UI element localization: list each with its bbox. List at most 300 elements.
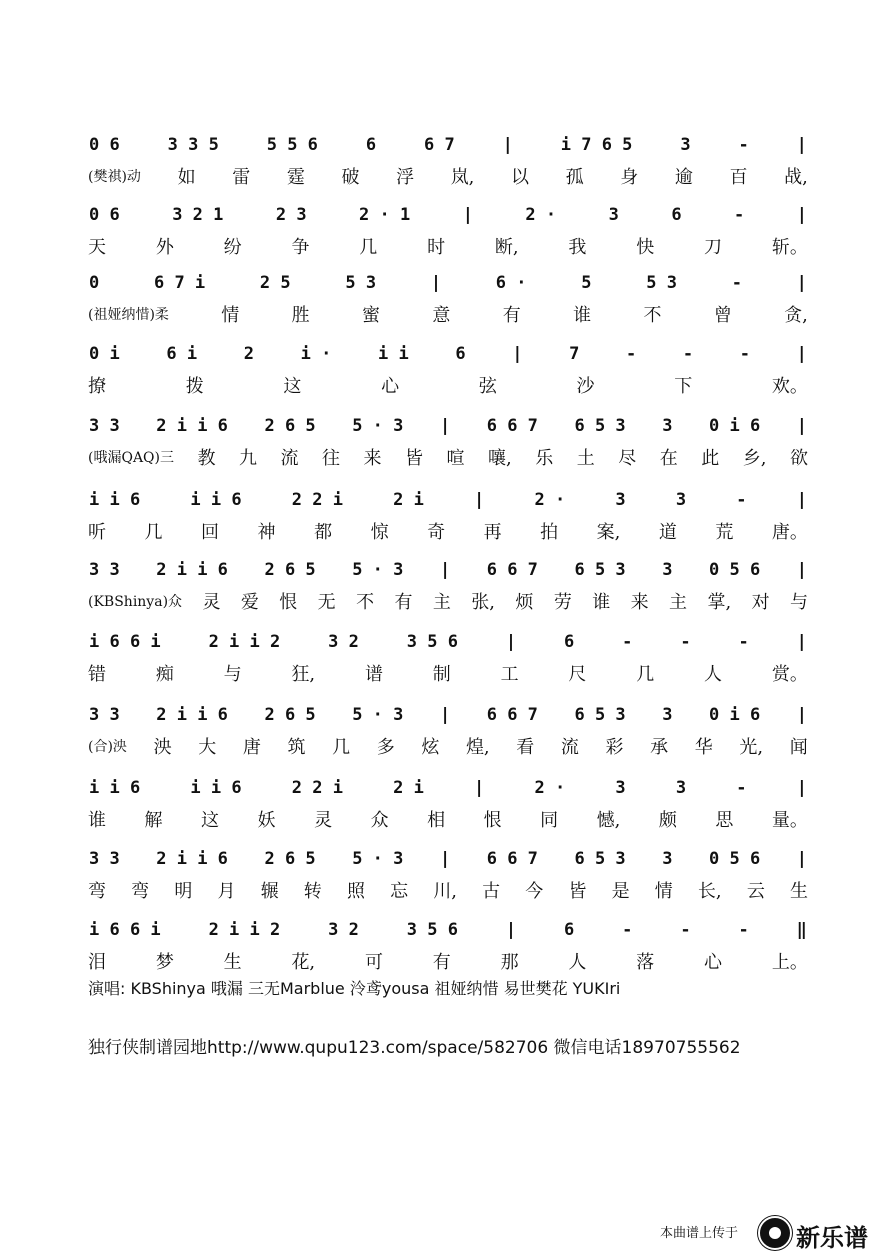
note-group: 5 · 3 — [352, 849, 404, 869]
note-group: 5 3 — [345, 273, 377, 293]
note-group: 2 i i 6 — [156, 560, 228, 580]
lyric-syllable: 泱 — [153, 737, 172, 758]
note-group: 2 6 5 — [264, 849, 316, 869]
lyric-syllable: 胜 — [291, 305, 310, 326]
lyric-syllable: 不 — [643, 305, 662, 326]
note-group: 6 5 3 — [574, 416, 626, 436]
lyric-syllable: 生 — [223, 952, 242, 973]
lyric-syllable: 错 — [88, 664, 106, 685]
note-group: 3 3 5 — [167, 135, 219, 155]
note-group: 0 i 6 — [709, 416, 761, 436]
lyric-syllable: 弯 — [131, 881, 150, 902]
lyrics-row — [88, 806, 808, 832]
lyric-syllable: 同 — [540, 810, 559, 831]
note-group: 3 2 — [328, 632, 359, 652]
note-group: 5 — [581, 273, 592, 293]
vinyl-record-icon — [758, 1216, 792, 1250]
lyric-syllable: 有 — [394, 592, 413, 613]
lyric-syllable: 神 — [257, 522, 276, 543]
bar-line: | — [796, 344, 807, 364]
lyric-syllable: 妖 — [257, 810, 276, 831]
lyric-syllable: 梦 — [155, 952, 174, 973]
lyric-syllable: 照 — [346, 881, 365, 902]
lyric-syllable: 憾, — [596, 810, 621, 831]
notes-row — [88, 703, 808, 725]
note-group: 2 i i 6 — [156, 705, 228, 725]
lyric-syllable: 再 — [483, 522, 502, 543]
lyric-syllable: 沙 — [576, 376, 595, 397]
bar-line: | — [796, 778, 807, 798]
notes-row — [88, 630, 808, 652]
note-group: 3 — [662, 560, 673, 580]
note-group: 3 — [615, 490, 626, 510]
lyric-syllable: 下 — [674, 376, 693, 397]
lyric-syllable: 光, — [739, 737, 764, 758]
note-group: 2 6 5 — [264, 416, 316, 436]
lyric-syllable: 人 — [568, 952, 587, 973]
note-group: - — [739, 344, 751, 364]
lyric-syllable: 逾 — [674, 167, 693, 188]
note-group: 3 — [615, 778, 626, 798]
note-group: - — [622, 632, 633, 652]
lyric-syllable: 灵 — [202, 592, 221, 613]
note-group: 3 3 — [89, 560, 120, 580]
notes-row — [88, 342, 808, 364]
lyric-syllable: 对 — [751, 592, 770, 613]
note-group: i i 6 — [190, 490, 242, 510]
note-group: 5 3 — [646, 273, 677, 293]
lyric-syllable: 天 — [88, 237, 106, 258]
lyrics-row — [88, 233, 808, 259]
lyric-syllable: 贪, — [784, 305, 808, 326]
note-group: 2 · — [534, 490, 566, 510]
lyrics-row — [88, 733, 808, 759]
lyric-syllable: 大 — [198, 737, 217, 758]
note-group: 2 i i 2 — [208, 920, 281, 940]
note-group: 2 — [243, 344, 254, 364]
lyric-syllable: 荒 — [715, 522, 734, 543]
lyric-syllable: 拨 — [185, 376, 204, 397]
note-group: 2 3 — [275, 205, 307, 225]
lyric-syllable: 时 — [427, 237, 446, 258]
bar-line: | — [796, 849, 807, 869]
lyric-syllable: 狂, — [291, 664, 316, 685]
notes-row — [88, 271, 808, 293]
note-group: 6 — [564, 632, 575, 652]
lyric-syllable: 教 — [197, 448, 216, 469]
bar-line: | — [439, 560, 451, 580]
lyric-syllable: 战, — [784, 167, 808, 188]
lyric-syllable: 与 — [223, 664, 242, 685]
note-group: 3 — [662, 705, 673, 725]
note-group: i i 6 — [190, 778, 242, 798]
lyric-syllable: 川, — [433, 881, 457, 902]
lyric-syllable: 灵 — [314, 810, 333, 831]
note-group: 6 5 3 — [574, 705, 626, 725]
lyric-syllable: 争 — [291, 237, 310, 258]
lyric-syllable: 是 — [611, 881, 630, 902]
upload-label: 本曲谱上传于 — [660, 1226, 739, 1241]
lyric-syllable: 烦 — [515, 592, 534, 613]
notes-row — [88, 918, 808, 940]
lyric-syllable: 落 — [636, 952, 655, 973]
lyric-syllable: 谁 — [88, 810, 106, 831]
lyric-syllable: 流 — [560, 737, 579, 758]
lyric-syllable: 泪 — [88, 952, 106, 973]
lyrics-row — [88, 163, 808, 189]
note-group: 6 — [365, 135, 377, 155]
lyric-syllable: 忘 — [390, 881, 409, 902]
lyric-syllable: 制 — [432, 664, 451, 685]
lyric-syllable: 几 — [332, 737, 351, 758]
note-group: i 7 6 5 — [560, 135, 633, 155]
lyric-syllable: 情 — [654, 881, 673, 902]
lyric-syllable: 谱 — [364, 664, 383, 685]
note-group: 6 — [671, 205, 682, 225]
bar-line: | — [796, 632, 807, 652]
bar-line: | — [430, 273, 442, 293]
lyrics-row — [88, 301, 808, 327]
lyric-syllable: 看 — [516, 737, 535, 758]
bar-line: | — [439, 705, 451, 725]
lyric-syllable: 唐 — [242, 737, 261, 758]
note-group: 3 — [662, 416, 673, 436]
bar-line: | — [796, 135, 807, 155]
lyric-syllable: 喧 — [446, 448, 465, 469]
lyric-syllable: 以 — [511, 167, 530, 188]
lyric-syllable: 几 — [636, 664, 655, 685]
lyrics-row — [88, 518, 808, 544]
notes-row — [88, 776, 808, 798]
note-group: - — [738, 135, 749, 155]
note-group: 6 i — [166, 344, 198, 364]
lyric-syllable: 道 — [658, 522, 677, 543]
note-group: 2 i i 2 — [208, 632, 281, 652]
note-group: i i 6 — [89, 490, 141, 510]
lyric-syllable: 彩 — [605, 737, 624, 758]
note-group: 2 2 i — [291, 778, 343, 798]
lyric-syllable: 在 — [659, 448, 678, 469]
lyric-syllable: 来 — [630, 592, 649, 613]
lyrics-row — [88, 660, 808, 686]
note-group: - — [736, 490, 747, 510]
note-group: 6 7 i — [153, 273, 206, 293]
note-group: 2 6 5 — [264, 560, 316, 580]
bar-line: | — [462, 205, 473, 225]
lyric-syllable: 上。 — [771, 952, 808, 973]
lyric-syllable: 相 — [427, 810, 446, 831]
note-group: 3 5 6 — [406, 920, 458, 940]
lyrics-row — [88, 948, 808, 974]
singers-credit: 演唱: KBShinya 哦漏 三无Marblue 泠鸢yousa 祖娅纳惜 易世樊花 YUKIri — [88, 979, 621, 998]
note-group: 0 i 6 — [709, 705, 761, 725]
lyrics-row — [88, 877, 808, 903]
lyric-syllable: 惊 — [370, 522, 389, 543]
lyric-syllable: 生 — [789, 881, 808, 902]
note-group: 2 i — [393, 778, 424, 798]
source-footer[interactable]: 独行侠制谱园地http://www.qupu123.com/space/582706 微信电话18970755562 — [88, 1038, 741, 1058]
lyric-syllable: 长, — [697, 881, 722, 902]
lyrics-row — [88, 588, 808, 614]
lyric-syllable: 情 — [221, 305, 240, 326]
bar-line: | — [796, 490, 807, 510]
lyric-syllable: 如 — [177, 167, 196, 188]
lyric-syllable: 主 — [432, 592, 451, 613]
lyric-syllable: 掌, — [707, 592, 732, 613]
note-group: 0 6 — [89, 205, 120, 225]
lyric-syllable: 皆 — [568, 881, 587, 902]
note-group: 2 i i 6 — [156, 849, 228, 869]
lyric-syllable: 百 — [729, 167, 748, 188]
note-group: - — [738, 920, 749, 940]
lyric-syllable: 嚷, — [488, 448, 512, 469]
note-group: 6 6 7 — [486, 849, 538, 869]
notes-row — [88, 133, 808, 155]
note-group: 3 — [608, 205, 619, 225]
lyric-syllable: 回 — [201, 522, 220, 543]
bar-line: | — [505, 920, 517, 940]
lyric-syllable: 来 — [363, 448, 382, 469]
lyric-syllable: 与 — [790, 592, 808, 613]
lyric-syllable: 闻 — [789, 737, 808, 758]
note-group: 2 6 5 — [264, 705, 316, 725]
note-group: 0 5 6 — [709, 849, 761, 869]
note-group: i i — [377, 344, 409, 364]
lyric-syllable: 弯 — [88, 881, 106, 902]
lyric-syllable: 煌, — [465, 737, 490, 758]
lyric-syllable: (樊祺)动 — [88, 169, 141, 185]
note-group: 3 3 — [89, 416, 120, 436]
bar-line: | — [796, 560, 807, 580]
lyric-syllable: 恨 — [483, 810, 502, 831]
lyric-syllable: 意 — [432, 305, 451, 326]
note-group: 0 6 — [89, 135, 120, 155]
lyric-syllable: 人 — [704, 664, 723, 685]
lyric-syllable: 筑 — [287, 737, 306, 758]
note-group: - — [680, 632, 691, 652]
lyric-syllable: 辗 — [260, 881, 279, 902]
note-group: 0 i — [89, 344, 120, 364]
note-group: 3 — [680, 135, 691, 155]
note-group: 3 — [675, 490, 687, 510]
bar-line: | — [439, 416, 451, 436]
note-group: 5 · 3 — [352, 416, 404, 436]
lyric-syllable: 往 — [322, 448, 340, 469]
lyric-syllable: 赏。 — [771, 664, 808, 685]
bar-line: | — [796, 705, 807, 725]
note-group: 3 2 — [328, 920, 359, 940]
note-group: - — [680, 920, 691, 940]
lyric-syllable: 案, — [596, 522, 621, 543]
note-group: 0 5 6 — [709, 560, 761, 580]
lyric-syllable: 曾 — [713, 305, 732, 326]
lyric-syllable: 可 — [364, 952, 383, 973]
bar-line: | — [474, 778, 485, 798]
lyric-syllable: 流 — [280, 448, 299, 469]
note-group: 6 7 — [423, 135, 455, 155]
lyric-syllable: 今 — [525, 881, 544, 902]
lyric-syllable: 花, — [291, 952, 316, 973]
lyric-syllable: 尽 — [618, 448, 637, 469]
note-group: 5 · 3 — [352, 560, 404, 580]
lyric-syllable: 不 — [356, 592, 375, 613]
lyric-syllable: 月 — [217, 881, 236, 902]
lyric-syllable: 此 — [701, 448, 720, 469]
lyric-syllable: 颇 — [658, 810, 677, 831]
lyric-syllable: 心 — [704, 952, 723, 973]
lyric-syllable: 乐 — [535, 448, 554, 469]
lyric-syllable: 雷 — [232, 167, 251, 188]
note-group: 2 · — [525, 205, 557, 225]
note-group: i 6 6 i — [89, 632, 161, 652]
lyric-syllable: 有 — [432, 952, 451, 973]
note-group: - — [734, 205, 745, 225]
bar-line: | — [796, 273, 807, 293]
lyric-syllable: (哦漏QAQ)三 — [88, 450, 174, 466]
lyric-syllable: 我 — [568, 237, 587, 258]
bar-line: | — [439, 849, 451, 869]
lyric-syllable: 有 — [502, 305, 521, 326]
note-group: 2 · 1 — [359, 205, 411, 225]
lyric-syllable: 蜜 — [362, 305, 381, 326]
lyric-syllable: 量。 — [771, 810, 808, 831]
lyric-syllable: 张, — [471, 592, 496, 613]
note-group: 3 5 6 — [406, 632, 458, 652]
lyric-syllable: (祖娅纳惜)柔 — [88, 307, 169, 323]
note-group: - — [626, 344, 637, 364]
lyric-syllable: 劳 — [553, 592, 572, 613]
lyric-syllable: (合)泱 — [88, 739, 127, 755]
lyric-syllable: 几 — [359, 237, 378, 258]
lyric-syllable: 工 — [500, 664, 519, 685]
notes-row — [88, 488, 808, 510]
note-group: i i 6 — [89, 778, 141, 798]
lyric-syllable: 云 — [746, 881, 765, 902]
note-group: 2 i i 6 — [156, 416, 228, 436]
lyric-syllable: 几 — [144, 522, 163, 543]
lyric-syllable: 刀 — [704, 237, 723, 258]
notes-row — [88, 558, 808, 580]
lyric-syllable: 多 — [376, 737, 395, 758]
note-group: 2 · — [534, 778, 566, 798]
note-group: 3 2 1 — [172, 205, 224, 225]
lyric-syllable: 恨 — [279, 592, 298, 613]
note-group: 6 5 3 — [574, 849, 626, 869]
notes-row — [88, 203, 808, 225]
lyric-syllable: 华 — [694, 737, 713, 758]
lyric-syllable: 断, — [494, 237, 519, 258]
lyric-syllable: 浮 — [396, 167, 415, 188]
lyric-syllable: 这 — [283, 376, 302, 397]
note-group: 5 · 3 — [352, 705, 404, 725]
lyric-syllable: 皆 — [405, 448, 423, 469]
note-group: 6 · — [495, 273, 527, 293]
note-group: 6 6 7 — [486, 560, 538, 580]
lyric-syllable: 谁 — [592, 592, 611, 613]
bar-line: | — [796, 416, 807, 436]
lyric-syllable: 听 — [88, 522, 106, 543]
lyrics-row — [88, 444, 808, 470]
note-group: 3 3 — [89, 705, 120, 725]
lyric-syllable: 奇 — [427, 522, 446, 543]
note-group: i · — [300, 344, 332, 364]
lyric-syllable: 霆 — [286, 167, 305, 188]
lyric-syllable: 拍 — [540, 522, 559, 543]
lyric-syllable: 明 — [174, 881, 193, 902]
lyric-syllable: 思 — [715, 810, 734, 831]
lyric-syllable: 九 — [239, 448, 257, 469]
note-group: 2 5 — [259, 273, 291, 293]
lyric-syllable: 乡, — [742, 448, 767, 469]
lyric-syllable: 转 — [303, 881, 322, 902]
note-group: 6 6 7 — [486, 705, 538, 725]
lyric-syllable: 解 — [144, 810, 163, 831]
lyric-syllable: 主 — [669, 592, 688, 613]
note-group: i 6 6 i — [89, 920, 161, 940]
bar-line: | — [796, 205, 807, 225]
note-group: 5 5 6 — [266, 135, 318, 155]
note-group: 3 — [662, 849, 673, 869]
bar-line: | — [505, 632, 517, 652]
note-group: 7 — [569, 344, 580, 364]
lyric-syllable: 都 — [314, 522, 333, 543]
lyric-syllable: 岚, — [450, 167, 475, 188]
lyric-syllable: 承 — [650, 737, 669, 758]
brand-logo-text[interactable]: 新乐谱 — [796, 1224, 868, 1252]
lyric-syllable: (KBShinya)众 — [88, 594, 183, 610]
note-group: 6 — [564, 920, 575, 940]
lyric-syllable: 破 — [341, 167, 360, 188]
lyric-syllable: 弦 — [478, 376, 497, 397]
lyric-syllable: 炫 — [421, 737, 440, 758]
lyric-syllable: 身 — [620, 167, 639, 188]
lyric-syllable: 这 — [201, 810, 220, 831]
bar-line: ‖ — [796, 920, 807, 940]
lyric-syllable: 众 — [370, 810, 389, 831]
notes-row — [88, 414, 808, 436]
note-group: 3 3 — [89, 849, 120, 869]
note-group: - — [731, 273, 742, 293]
lyric-syllable: 谁 — [573, 305, 592, 326]
lyrics-row — [88, 372, 808, 398]
note-group: 3 — [675, 778, 687, 798]
note-group: 6 5 3 — [574, 560, 626, 580]
lyric-syllable: 痴 — [155, 664, 174, 685]
lyric-syllable: 欲 — [789, 448, 808, 469]
note-group: - — [736, 778, 747, 798]
lyric-syllable: 爱 — [240, 592, 259, 613]
lyric-syllable: 孤 — [565, 167, 584, 188]
notes-row — [88, 847, 808, 869]
lyric-syllable: 那 — [500, 952, 519, 973]
lyric-syllable: 尺 — [568, 664, 587, 685]
note-group: 0 — [89, 273, 100, 293]
note-group: 6 6 7 — [486, 416, 538, 436]
note-group: 2 i — [393, 490, 424, 510]
lyric-syllable: 心 — [381, 376, 400, 397]
lyric-syllable: 古 — [482, 881, 501, 902]
lyric-syllable: 无 — [317, 592, 336, 613]
note-group: - — [738, 632, 749, 652]
lyric-syllable: 纷 — [223, 237, 242, 258]
bar-line: | — [474, 490, 485, 510]
lyric-syllable: 唐。 — [771, 522, 808, 543]
note-group: - — [682, 344, 694, 364]
note-group: 6 — [455, 344, 466, 364]
lyric-syllable: 土 — [576, 448, 595, 469]
lyric-syllable: 斩。 — [771, 237, 808, 258]
lyric-syllable: 撩 — [88, 376, 106, 397]
